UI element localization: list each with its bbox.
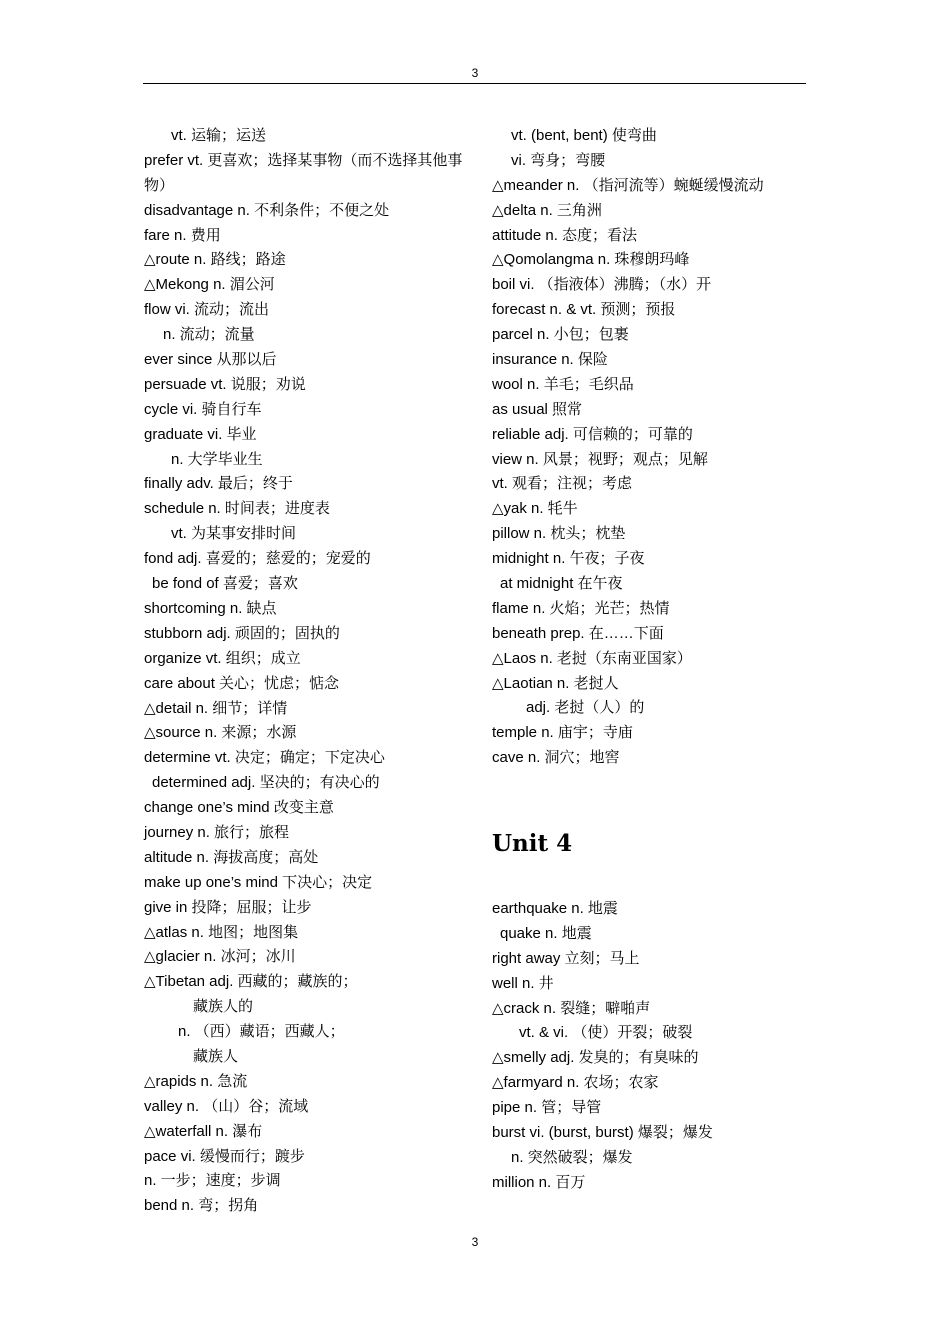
- vocab-entry: quake n. 地震: [500, 924, 592, 942]
- vocab-entry: vt. 观看；注视；考虑: [492, 475, 633, 493]
- vocab-entry: △detail n. 细节；详情: [144, 699, 288, 717]
- vocab-entry: △rapids n. 急流: [144, 1072, 248, 1090]
- vocab-entry: cycle vi. 骑自行车: [144, 400, 262, 418]
- vocab-entry: forecast n. & vt. 预测；预报: [492, 301, 676, 319]
- unit-heading: Unit 4: [492, 829, 573, 857]
- left-column: [144, 124, 474, 1219]
- vocab-entry: n. 一步；速度；步调: [144, 1172, 281, 1190]
- vocab-entry: well n. 井: [492, 974, 554, 992]
- vocab-entry: altitude n. 海拔高度；高处: [144, 848, 319, 866]
- vocab-entry: persuade vt. 说服；劝说: [144, 375, 306, 393]
- vocab-entry: 藏族人: [193, 1047, 239, 1065]
- vocab-entry: △smelly adj. 发臭的；有臭味的: [492, 1049, 699, 1067]
- vocab-entry: △delta n. 三角洲: [492, 201, 602, 219]
- vocab-entry: vt. 运输；运送: [171, 127, 267, 144]
- vocab-entry: finally adv. 最后；终于: [144, 475, 293, 493]
- vocab-entry: pillow n. 枕头；枕垫: [492, 525, 626, 543]
- header-page-number: 3: [471, 66, 479, 80]
- vocab-entry: burst vi. (burst, burst) 爆裂；爆发: [492, 1123, 713, 1141]
- vocab-entry: valley n. （山）谷；流域: [144, 1097, 309, 1115]
- vocab-entry: flame n. 火焰；光芒；热情: [492, 599, 670, 617]
- vocab-entry: ever since 从那以后: [144, 351, 277, 369]
- vocab-entry: fond adj. 喜爱的；慈爱的；宠爱的: [144, 550, 371, 568]
- vocab-entry: beneath prep. 在……下面: [492, 624, 664, 642]
- vocab-entry: parcel n. 小包；包裹: [492, 326, 629, 344]
- vocab-entry: △glacier n. 冰河；冰川: [144, 948, 296, 966]
- vocab-entry: at midnight 在午夜: [500, 575, 623, 593]
- vocab-entry: million n. 百万: [492, 1173, 586, 1191]
- vocab-entry: n. 突然破裂；爆发: [511, 1148, 633, 1166]
- vocab-entry: temple n. 庙宇；寺庙: [492, 724, 633, 742]
- vocab-entry: △source n. 来源；水源: [144, 724, 297, 742]
- vocab-entry: change one’s mind 改变主意: [144, 799, 334, 817]
- vocab-entry: pipe n. 管；导管: [492, 1099, 602, 1117]
- vocab-entry: reliable adj. 可信赖的；可靠的: [492, 425, 693, 443]
- vocab-entry: determine vt. 决定；确定；下定决心: [144, 749, 385, 767]
- vocab-entry: vt. 为某事安排时间: [171, 525, 297, 543]
- vocab-entry: n. （西）藏语；西藏人；: [178, 1023, 345, 1041]
- vocab-entry: as usual 照常: [492, 400, 583, 418]
- vocab-entry: earthquake n. 地震: [492, 899, 618, 917]
- vocab-entry: journey n. 旅行；旅程: [144, 823, 290, 841]
- vocab-entry: △crack n. 裂缝；噼啪声: [492, 999, 651, 1017]
- vocab-entry: adj. 老挝（人）的: [526, 699, 645, 717]
- vocab-entry: make up one’s mind 下决心；决定: [144, 873, 373, 891]
- spacer: [492, 796, 812, 821]
- vocab-entry: schedule n. 时间表；进度表: [144, 500, 330, 518]
- vocab-entry: insurance n. 保险: [492, 351, 608, 369]
- vocab-entry: △meander n. （指河流等）蜿蜒缓慢流动: [492, 176, 764, 194]
- vocab-entry: shortcoming n. 缺点: [144, 599, 277, 617]
- vocab-entry: △Tibetan adj. 西藏的；藏族的；: [144, 973, 358, 991]
- spacer: [492, 771, 812, 796]
- vocab-entry: △route n. 路线；路途: [144, 251, 286, 269]
- vocab-entry: boil vi. （指液体）沸腾；（水）开: [492, 276, 712, 294]
- vocab-entry: graduate vi. 毕业: [144, 425, 257, 443]
- vocab-entry: care about 关心；忧虑；惦念: [144, 674, 340, 692]
- vocab-entry: wool n. 羊毛；毛织品: [492, 375, 634, 393]
- vocab-entry: attitude n. 态度；看法: [492, 226, 638, 244]
- vocab-entry: determined adj. 坚决的；有决心的: [152, 774, 380, 792]
- right-column: [492, 124, 812, 1196]
- vocab-entry: organize vt. 组织；成立: [144, 649, 301, 667]
- vocab-entry: △Laos n. 老挝（东南亚国家）: [492, 649, 692, 667]
- vocab-entry: midnight n. 午夜；子夜: [492, 550, 645, 568]
- vocab-entry: disadvantage n. 不利条件；不便之处: [144, 201, 390, 219]
- vocab-entry: △waterfall n. 瀑布: [144, 1122, 263, 1140]
- vocab-entry: △atlas n. 地图；地图集: [144, 923, 299, 941]
- vocab-entry: prefer vt. 更喜欢；选择某事物（而不选择其他事物）: [144, 151, 463, 194]
- footer-page-number: 3: [471, 1235, 479, 1249]
- vocab-entry: n. 大学毕业生: [171, 450, 263, 468]
- vocab-entry: △Qomolangma n. 珠穆朗玛峰: [492, 251, 690, 269]
- vocab-entry: △farmyard n. 农场；农家: [492, 1074, 659, 1092]
- vocab-entry: flow vi. 流动；流出: [144, 301, 270, 319]
- vocab-entry: bend n. 弯；拐角: [144, 1197, 259, 1215]
- vocab-entry: △Laotian n. 老挝人: [492, 674, 619, 692]
- vocab-entry: be fond of 喜爱；喜欢: [152, 575, 298, 593]
- vocab-entry: pace vi. 缓慢而行；踱步: [144, 1147, 305, 1165]
- vocab-entry: vt. & vi. （使）开裂；破裂: [519, 1024, 693, 1042]
- vocab-entry: cave n. 洞穴；地窖: [492, 749, 620, 767]
- header-rule: [143, 83, 806, 84]
- vocab-entry: give in 投降；屈服；让步: [144, 898, 312, 916]
- vocab-entry: view n. 风景；视野；观点；见解: [492, 450, 708, 468]
- vocab-entry: vi. 弯身；弯腰: [511, 151, 606, 169]
- vocab-entry: n. 流动；流量: [163, 326, 255, 344]
- vocab-entry: vt. (bent, bent) 使弯曲: [511, 127, 657, 144]
- vocab-entry: △Mekong n. 湄公河: [144, 276, 275, 294]
- vocab-entry: 藏族人的: [193, 998, 254, 1016]
- vocab-entry: right away 立刻；马上: [492, 949, 640, 967]
- vocab-entry: fare n. 费用: [144, 226, 221, 244]
- vocab-entry: stubborn adj. 顽固的；固执的: [144, 624, 340, 642]
- vocab-entry: △yak n. 牦牛: [492, 500, 578, 518]
